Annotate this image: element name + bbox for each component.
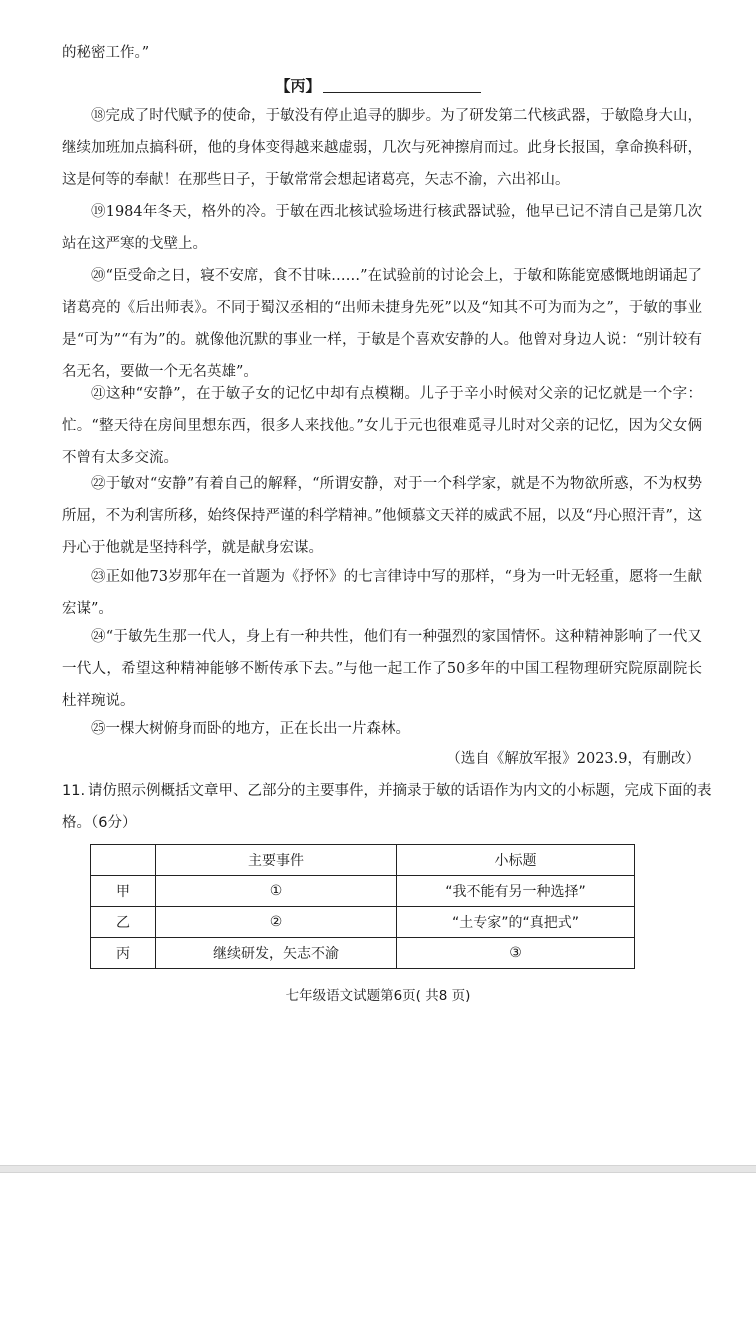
next-page-area <box>0 1173 756 1335</box>
table-cell: “我不能有另一种选择” <box>397 876 635 907</box>
paragraph-22: ㉒于敏对“安静”有着自己的解释，“所谓安静，对于一个科学家，就是不为物欲所惑，不为权势所屈，不为利害所移，始终保持严谨的科学精神。”他倾慕文天祥的威武不屈，以及“丹心照汗青”，这丹心于他就是坚持科学，就是献身宏谋。 <box>62 476 702 556</box>
table-cell: “土专家”的“真把式” <box>397 907 635 938</box>
table-cell: 乙 <box>91 907 156 938</box>
table-row <box>91 907 635 938</box>
table-row <box>91 876 635 907</box>
table-cell[interactable]: ② <box>156 907 397 938</box>
section-label: 【丙】 <box>275 77 321 95</box>
paragraph-24: ㉔“于敏先生那一代人，身上有一种共性，他们有一种强烈的家国情怀。这种精神影响了一代又一代人，希望这种精神能够不断传承下去。”与他一起工作了50多年的中国工程物理研究院原副院长杜祥琬说。 <box>62 629 702 709</box>
table-cell: 继续研发，矢志不渝 <box>156 938 397 969</box>
question-number: 11. <box>62 783 86 799</box>
page-divider <box>0 1165 756 1173</box>
page-footer: 七年级语文试题第6页( 共8 页) <box>285 988 471 1004</box>
paragraph-23: ㉓正如他73岁那年在一首题为《抒怀》的七言律诗中写的那样，“身为一叶无轻重，愿将一生献宏谋”。 <box>62 569 702 617</box>
paragraph-21: ㉑这种“安静”，在于敏子女的记忆中却有点模糊。儿子于辛小时候对父亲的记忆就是一个字：忙。“整天待在房间里想东西，很多人来找他。”女儿于元也很难觅寻儿时对父亲的记忆，因为父女俩不曾有太多交流。 <box>62 386 702 466</box>
table-cell[interactable]: ③ <box>397 938 635 969</box>
article-source: （选自《解放军报》2023.9，有删改） <box>446 751 700 767</box>
table-header-cell <box>91 845 156 876</box>
section-heading-c <box>0 72 756 100</box>
paragraph-20: ⑳“臣受命之日，寝不安席，食不甘味……”在试验前的讨论会上，于敏和陈能宽感慨地朗诵起了诸葛亮的《后出师表》。不同于蜀汉丞相的“出师未捷身先死”以及“知其不可为而为之”，于敏的事业是“可为”“有为”的。就像他沉默的事业一样，于敏是个喜欢安静的人。他曾对身边人说：“别计较有名无名，要做一个无名英雄”。 <box>62 268 702 380</box>
table-cell: 甲 <box>91 876 156 907</box>
table-header-cell: 主要事件 <box>156 845 397 876</box>
table-header-cell: 小标题 <box>397 845 635 876</box>
table-row <box>91 938 635 969</box>
paragraph-19: ⑲1984年冬天，格外的冷。于敏在西北核试验场进行核武器试验，他早已记不清自己是第几次站在这严寒的戈壁上。 <box>62 204 702 252</box>
answer-table <box>90 844 635 969</box>
question-text: 请仿照示例概括文章甲、乙部分的主要事件，并摘录于敏的话语作为内文的小标题，完成下面的表格。（6分） <box>62 783 712 831</box>
table-cell[interactable]: ① <box>156 876 397 907</box>
paragraph-18: ⑱完成了时代赋予的使命，于敏没有停止追寻的脚步。为了研发第二代核武器，于敏隐身大山，继续加班加点搞科研，他的身体变得越来越虚弱，几次与死神擦肩而过。此身长报国，拿命换科研，这是何等的奉献！在那些日子，于敏常常会想起诸葛亮，矢志不渝，六出祁山。 <box>62 108 702 188</box>
table-cell: 丙 <box>91 938 156 969</box>
previous-paragraph-tail: 的秘密工作。” <box>62 45 150 61</box>
paragraph-25: ㉕一棵大树俯身而卧的地方，正在长出一片森林。 <box>91 721 410 737</box>
question-11 <box>62 775 712 839</box>
title-blank-line <box>323 76 481 93</box>
table-header-row <box>91 845 635 876</box>
